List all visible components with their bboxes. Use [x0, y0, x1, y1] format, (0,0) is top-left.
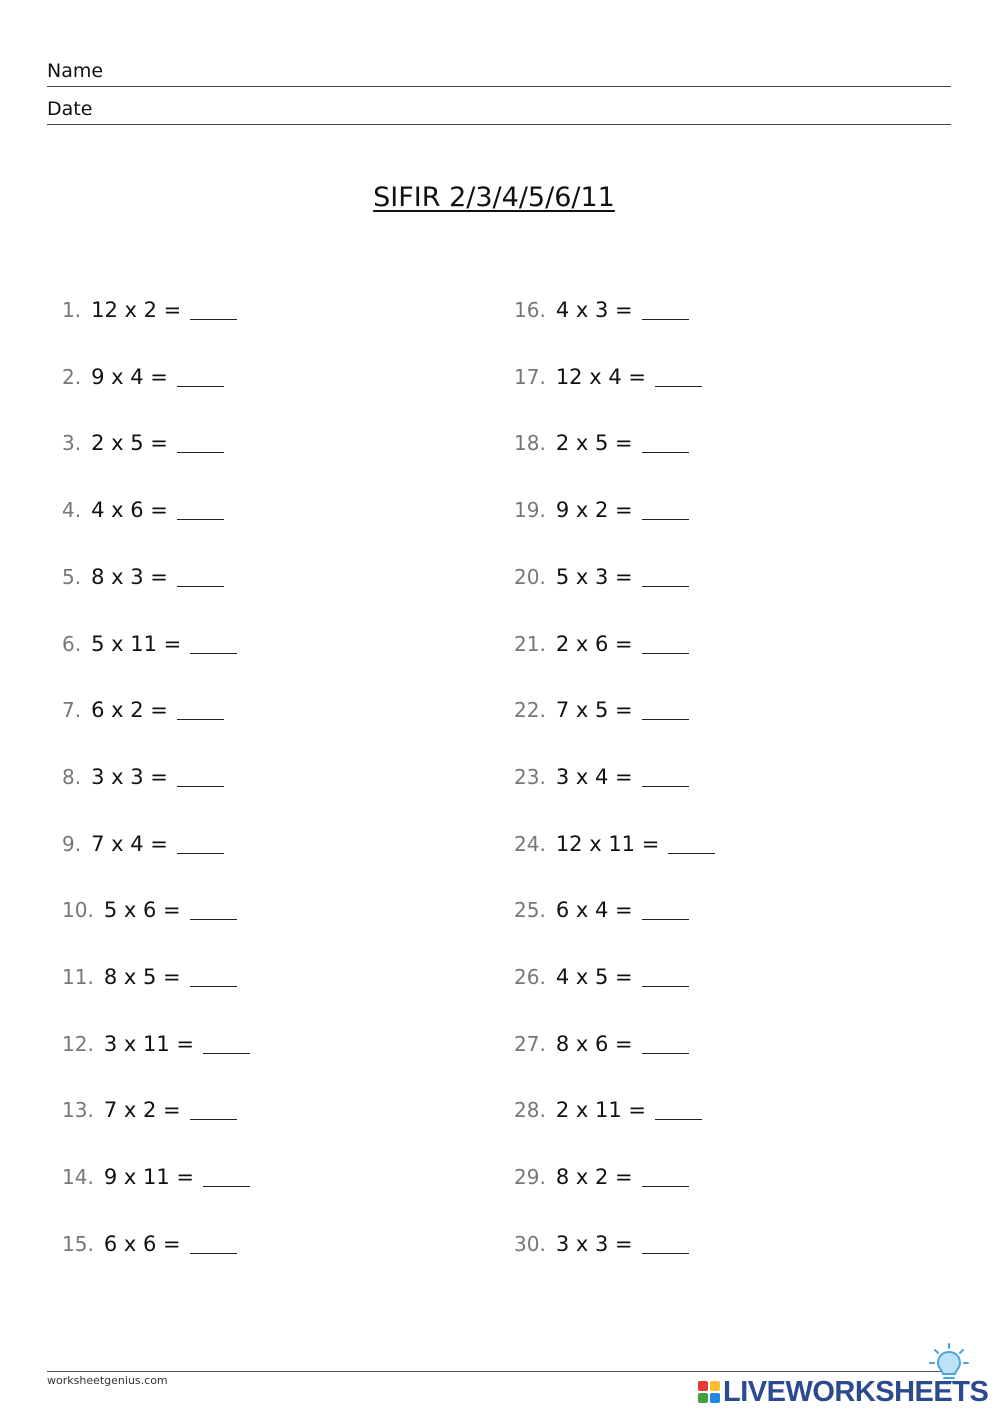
problem-item: [62, 425, 224, 455]
problem-number: 1.: [62, 298, 82, 322]
problem-number: 14.: [62, 1165, 94, 1189]
problem-item: [62, 1226, 237, 1256]
problem-item: [514, 292, 689, 322]
logo-block-green: [698, 1393, 708, 1403]
problem-item: [62, 626, 237, 656]
problem-expression: 8 x 3 =: [91, 565, 168, 589]
problem-item: [62, 1159, 250, 1189]
logo-block-yellow: [710, 1381, 720, 1391]
problem-expression: 2 x 6 =: [555, 632, 633, 656]
problem-item: [514, 892, 689, 922]
logo-block-blue: [710, 1393, 720, 1403]
problem-number: 17.: [514, 365, 546, 389]
problem-item: [514, 559, 689, 589]
answer-blank[interactable]: [177, 585, 224, 587]
answer-blank[interactable]: [190, 652, 237, 654]
problem-expression: 7 x 2 =: [103, 1098, 181, 1122]
problem-expression: 12 x 4 =: [555, 365, 646, 389]
problem-item: [514, 1092, 702, 1122]
problem-number: 12.: [62, 1032, 94, 1056]
problem-expression: 2 x 5 =: [555, 431, 633, 455]
answer-blank[interactable]: [642, 985, 689, 987]
answer-blank[interactable]: [177, 718, 224, 720]
logo-blocks-icon: [698, 1381, 720, 1403]
problem-expression: 4 x 5 =: [555, 965, 633, 989]
answer-blank[interactable]: [668, 852, 715, 854]
problem-expression: 6 x 4 =: [555, 898, 633, 922]
problem-expression: 5 x 6 =: [103, 898, 181, 922]
problem-item: [62, 492, 224, 522]
problem-item: [62, 292, 237, 322]
problem-expression: 12 x 2 =: [91, 298, 182, 322]
problem-item: [514, 425, 689, 455]
problem-item: [62, 759, 224, 789]
problem-item: [62, 826, 224, 856]
problem-number: 3.: [62, 431, 82, 455]
problem-number: 26.: [514, 965, 546, 989]
problem-number: 11.: [62, 965, 94, 989]
problem-expression: 9 x 2 =: [555, 498, 633, 522]
problem-expression: 9 x 4 =: [91, 365, 168, 389]
answer-blank[interactable]: [642, 1185, 689, 1187]
answer-blank[interactable]: [177, 785, 224, 787]
problem-expression: 3 x 3 =: [555, 1232, 633, 1256]
problem-number: 21.: [514, 632, 546, 656]
date-label: Date: [47, 98, 93, 120]
answer-blank[interactable]: [203, 1185, 250, 1187]
problem-expression: 2 x 5 =: [91, 431, 168, 455]
problem-item: [62, 959, 237, 989]
answer-blank[interactable]: [642, 918, 689, 920]
problem-number: 6.: [62, 632, 82, 656]
problem-number: 16.: [514, 298, 546, 322]
problem-number: 23.: [514, 765, 546, 789]
problem-item: [514, 626, 689, 656]
answer-blank[interactable]: [190, 918, 237, 920]
problem-number: 27.: [514, 1032, 546, 1056]
footer-divider: [47, 1371, 951, 1372]
problem-expression: 4 x 3 =: [555, 298, 633, 322]
answer-blank[interactable]: [190, 1252, 237, 1254]
footer-site: worksheetgenius.com: [47, 1374, 168, 1387]
answer-blank[interactable]: [642, 1252, 689, 1254]
problem-number: 24.: [514, 832, 546, 856]
problem-number: 18.: [514, 431, 546, 455]
answer-blank[interactable]: [190, 318, 237, 320]
problem-item: [62, 359, 224, 389]
answer-blank[interactable]: [642, 585, 689, 587]
problem-item: [514, 826, 715, 856]
problem-item: [514, 1226, 689, 1256]
problem-item: [514, 759, 689, 789]
problem-item: [514, 959, 689, 989]
problem-expression: 5 x 3 =: [555, 565, 633, 589]
problem-number: 7.: [62, 698, 82, 722]
problem-number: 19.: [514, 498, 546, 522]
problem-number: 10.: [62, 898, 94, 922]
problem-number: 2.: [62, 365, 82, 389]
problem-expression: 12 x 11 =: [555, 832, 660, 856]
answer-blank[interactable]: [642, 318, 689, 320]
problem-item: [514, 692, 689, 722]
answer-blank[interactable]: [642, 1052, 689, 1054]
problem-number: 4.: [62, 498, 82, 522]
logo-block-red: [698, 1381, 708, 1391]
problem-expression: 3 x 3 =: [91, 765, 168, 789]
problem-expression: 8 x 5 =: [103, 965, 181, 989]
problem-number: 20.: [514, 565, 546, 589]
answer-blank[interactable]: [177, 385, 224, 387]
problem-item: [514, 1159, 689, 1189]
problem-expression: 6 x 2 =: [91, 698, 168, 722]
problem-number: 8.: [62, 765, 82, 789]
problem-expression: 8 x 6 =: [555, 1032, 633, 1056]
problem-item: [62, 559, 224, 589]
problem-expression: 2 x 11 =: [555, 1098, 646, 1122]
problem-number: 13.: [62, 1098, 94, 1122]
problem-number: 22.: [514, 698, 546, 722]
problem-item: [62, 692, 224, 722]
answer-blank[interactable]: [642, 518, 689, 520]
problem-expression: 7 x 5 =: [555, 698, 633, 722]
problem-expression: 3 x 11 =: [103, 1032, 194, 1056]
problem-number: 15.: [62, 1232, 94, 1256]
problem-number: 25.: [514, 898, 546, 922]
problem-item: [62, 1092, 237, 1122]
problem-expression: 7 x 4 =: [91, 832, 168, 856]
answer-blank[interactable]: [203, 1052, 250, 1054]
answer-blank[interactable]: [642, 451, 689, 453]
answer-blank[interactable]: [655, 385, 702, 387]
problem-item: [514, 1026, 689, 1056]
problem-expression: 8 x 2 =: [555, 1165, 633, 1189]
worksheet-title-text: SIFIR 2/3/4/5/6/11: [373, 182, 615, 213]
problem-number: 30.: [514, 1232, 546, 1256]
liveworksheets-logo[interactable]: [698, 1376, 988, 1408]
problem-item: [62, 892, 237, 922]
problem-number: 9.: [62, 832, 82, 856]
answer-blank[interactable]: [177, 518, 224, 520]
name-label: Name: [47, 60, 104, 82]
problem-expression: 4 x 6 =: [91, 498, 168, 522]
answer-blank[interactable]: [177, 451, 224, 453]
problem-item: [514, 492, 689, 522]
answer-blank[interactable]: [177, 852, 224, 854]
problem-expression: 3 x 4 =: [555, 765, 633, 789]
problem-expression: 9 x 11 =: [103, 1165, 194, 1189]
problem-expression: 6 x 6 =: [103, 1232, 181, 1256]
problem-expression: 5 x 11 =: [91, 632, 182, 656]
logo-text: LIVEWORKSHEETS: [723, 1375, 989, 1408]
problem-number: 5.: [62, 565, 82, 589]
answer-blank[interactable]: [642, 785, 689, 787]
answer-blank[interactable]: [190, 985, 237, 987]
answer-blank[interactable]: [642, 652, 689, 654]
answer-blank[interactable]: [642, 718, 689, 720]
problem-number: 29.: [514, 1165, 546, 1189]
problem-item: [514, 359, 702, 389]
answer-blank[interactable]: [655, 1118, 702, 1120]
problem-item: [62, 1026, 250, 1056]
answer-blank[interactable]: [190, 1118, 237, 1120]
problem-number: 28.: [514, 1098, 546, 1122]
